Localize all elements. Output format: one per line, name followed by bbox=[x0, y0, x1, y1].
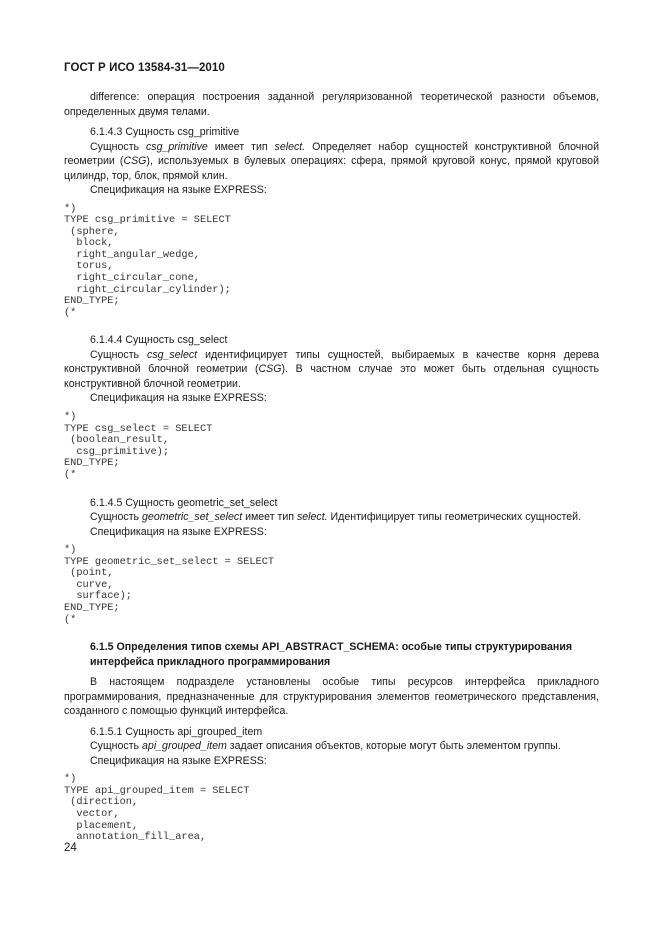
section-6-1-5-heading: 6.1.5 Определения типов схемы API_ABSTRACT_SCHEMA: особые типы структурирования интерфейса прикладного программирования bbox=[90, 641, 573, 668]
section-6-1-5-1-code: *) TYPE api_grouped_item = SELECT (direction, vector, placement, annotation_fill_area, bbox=[64, 773, 250, 844]
page-content bbox=[64, 90, 599, 844]
section-6-1-5-paragraph: В настоящем подразделе установлены особые типы ресурсов интерфейса прикладного программирования, предназначенные для структурирования элементов геометрического представления, созданного с помощью функций интерфейса. bbox=[64, 676, 599, 718]
difference-paragraph: difference: операция построения заданной регуляризованной теоретической разности объемов, определенных двумя телами. bbox=[64, 91, 599, 118]
section-6-1-4-4-spec-label: Спецификация на языке EXPRESS: bbox=[90, 392, 267, 405]
section-6-1-4-4-code: *) TYPE csg_select = SELECT (boolean_result, csg_primitive); END_TYPE; (* bbox=[64, 410, 213, 481]
section-6-1-5-1-paragraph: Сущность api_grouped_item задает описания объектов, которые могут быть элементом группы. bbox=[90, 740, 561, 753]
section-6-1-4-4-paragraph: Сущность csg_select идентифицирует типы сущностей, выбираемых в качестве корня дерева конструктивной блочной геометрии (CSG). В частном случае это может быть отдельная сущность конструктивной блочной геометрии. bbox=[64, 348, 599, 390]
section-6-1-4-5-spec-label: Спецификация на языке EXPRESS: bbox=[90, 525, 267, 538]
section-6-1-4-5-code: *) TYPE geometric_set_select = SELECT (point, curve, surface); END_TYPE; (* bbox=[64, 544, 275, 626]
section-6-1-5-1-spec-label: Спецификация на языке EXPRESS: bbox=[90, 754, 267, 767]
section-6-1-5-1-heading: 6.1.5.1 Сущность api_grouped_item bbox=[90, 725, 263, 738]
section-6-1-4-3-spec-label: Спецификация на языке EXPRESS: bbox=[90, 184, 267, 196]
document-header: ГОСТ Р ИСО 13584-31—2010 bbox=[64, 62, 225, 74]
section-6-1-4-3-paragraph: Сущность csg_primitive имеет тип select. Определяет набор сущностей конструктивной блочной геометрии (CSG), используемых в булевых операциях: сфера, прямой круговой конус, прямой круговой цилиндр, тор, блок, прямой клин. bbox=[64, 140, 599, 182]
section-6-1-4-5-heading: 6.1.4.5 Сущность geometric_set_select bbox=[90, 496, 278, 509]
section-6-1-4-4-heading: 6.1.4.4 Сущность csg_select bbox=[90, 334, 228, 347]
section-6-1-4-5-paragraph: Сущность geometric_set_select имеет тип select. Идентифицирует типы геометрических сущностей. bbox=[90, 511, 582, 523]
section-6-1-4-3-heading: 6.1.4.3 Сущность csg_primitive bbox=[90, 126, 240, 138]
section-6-1-4-3-code: *) TYPE csg_primitive = SELECT (sphere, block, right_angular_wedge, torus, right_circular_cone, right_circular_cylinder); END_TYPE; (* bbox=[64, 202, 231, 319]
page-number: 24 bbox=[64, 842, 77, 854]
